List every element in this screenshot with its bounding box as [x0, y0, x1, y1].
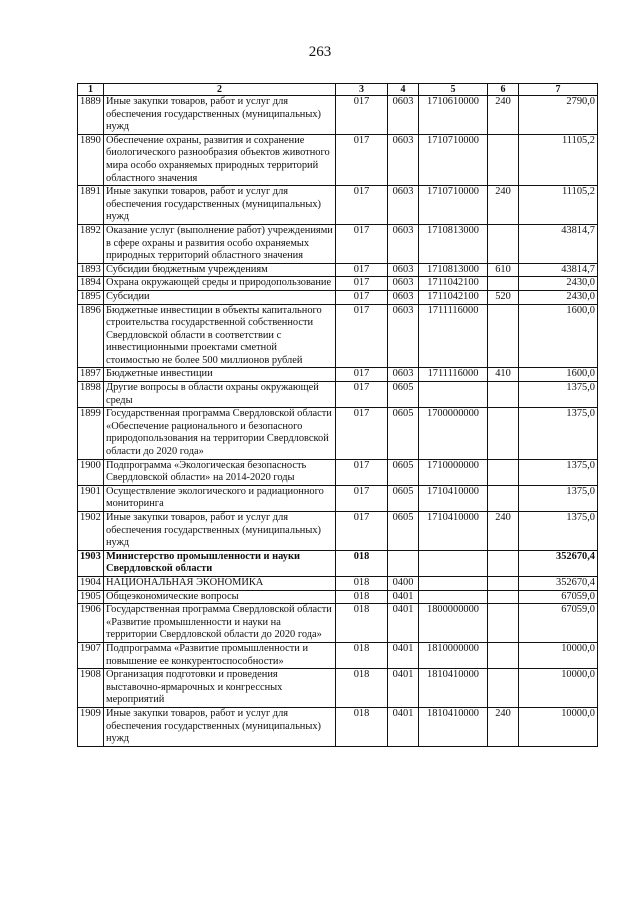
row-section-code: 0400 [388, 576, 419, 590]
row-target-code: 1711116000 [419, 368, 488, 382]
row-name: Министерство промышленности и науки Свердловской области [104, 550, 336, 576]
row-name: Государственная программа Свердловской области «Развитие промышленности и науки на территории Свердловской области до 2020 года» [104, 604, 336, 643]
row-target-code: 1710813000 [419, 224, 488, 263]
row-target-code: 1710710000 [419, 134, 488, 185]
row-expense-code: 240 [488, 186, 519, 225]
header-cell: 4 [388, 84, 419, 96]
row-number: 1903 [78, 550, 104, 576]
row-number: 1906 [78, 604, 104, 643]
row-amount: 10000,0 [519, 707, 598, 746]
row-section-code: 0603 [388, 134, 419, 185]
row-admin-code: 017 [336, 263, 388, 277]
row-target-code: 1700000000 [419, 408, 488, 459]
row-expense-code [488, 576, 519, 590]
row-admin-code: 017 [336, 186, 388, 225]
row-expense-code: 610 [488, 263, 519, 277]
row-amount: 352670,4 [519, 576, 598, 590]
row-expense-code: 240 [488, 707, 519, 746]
row-number: 1905 [78, 590, 104, 604]
row-expense-code [488, 277, 519, 291]
row-number: 1909 [78, 707, 104, 746]
table-row [78, 304, 598, 368]
header-cell: 1 [78, 84, 104, 96]
row-amount: 1375,0 [519, 485, 598, 511]
row-name: Подпрограмма «Экологическая безопасность Свердловской области» на 2014-2020 годы [104, 459, 336, 485]
row-target-code: 1710000000 [419, 459, 488, 485]
row-section-code: 0603 [388, 368, 419, 382]
row-name: Бюджетные инвестиции [104, 368, 336, 382]
row-expense-code [488, 550, 519, 576]
row-expense-code [488, 590, 519, 604]
table-row [78, 408, 598, 459]
row-amount: 67059,0 [519, 590, 598, 604]
row-name: НАЦИОНАЛЬНАЯ ЭКОНОМИКА [104, 576, 336, 590]
row-name: Иные закупки товаров, работ и услуг для обеспечения государственных (муниципальных) нужд [104, 512, 336, 551]
table-row [78, 576, 598, 590]
row-name: Оказание услуг (выполнение работ) учреждениями в сфере охраны и развития особо охраняемых природных территорий областного значения [104, 224, 336, 263]
row-number: 1893 [78, 263, 104, 277]
table-row [78, 224, 598, 263]
row-section-code: 0605 [388, 408, 419, 459]
table-row [78, 485, 598, 511]
row-name: Государственная программа Свердловской области «Обеспечение рационального и безопасного природопользования на территории Свердловской области до 2020 года» [104, 408, 336, 459]
row-amount: 1375,0 [519, 459, 598, 485]
row-expense-code [488, 304, 519, 368]
row-target-code: 1810410000 [419, 707, 488, 746]
row-amount: 67059,0 [519, 604, 598, 643]
page-number: 263 [308, 44, 332, 60]
table-row [78, 604, 598, 643]
table-row [78, 512, 598, 551]
table-row [78, 382, 598, 408]
table-row [78, 96, 598, 135]
row-amount: 1375,0 [519, 382, 598, 408]
row-expense-code [488, 459, 519, 485]
row-section-code: 0603 [388, 186, 419, 225]
header-cell: 3 [336, 84, 388, 96]
row-expense-code: 410 [488, 368, 519, 382]
row-admin-code: 017 [336, 382, 388, 408]
row-target-code: 1710410000 [419, 485, 488, 511]
row-target-code: 1711116000 [419, 304, 488, 368]
row-number: 1901 [78, 485, 104, 511]
table-row [78, 707, 598, 746]
header-cell: 7 [519, 84, 598, 96]
row-admin-code: 018 [336, 550, 388, 576]
row-section-code: 0603 [388, 304, 419, 368]
row-admin-code: 017 [336, 277, 388, 291]
row-name: Субсидии бюджетным учреждениям [104, 263, 336, 277]
row-name: Другие вопросы в области охраны окружающей среды [104, 382, 336, 408]
row-section-code: 0401 [388, 642, 419, 668]
row-name: Подпрограмма «Развитие промышленности и повышение ее конкурентоспособности» [104, 642, 336, 668]
row-expense-code: 240 [488, 512, 519, 551]
row-admin-code: 018 [336, 642, 388, 668]
row-target-code: 1710710000 [419, 186, 488, 225]
row-admin-code: 018 [336, 604, 388, 643]
row-name: Иные закупки товаров, работ и услуг для обеспечения государственных (муниципальных) нужд [104, 707, 336, 746]
header-cell: 6 [488, 84, 519, 96]
row-number: 1890 [78, 134, 104, 185]
row-target-code: 1810410000 [419, 669, 488, 708]
row-expense-code: 240 [488, 96, 519, 135]
row-name: Охрана окружающей среды и природопользование [104, 277, 336, 291]
row-admin-code: 017 [336, 368, 388, 382]
row-amount: 2430,0 [519, 290, 598, 304]
row-target-code: 1810000000 [419, 642, 488, 668]
row-admin-code: 018 [336, 590, 388, 604]
row-target-code: 1710813000 [419, 263, 488, 277]
row-expense-code [488, 382, 519, 408]
row-amount: 43814,7 [519, 263, 598, 277]
row-amount: 1600,0 [519, 368, 598, 382]
row-section-code: 0605 [388, 485, 419, 511]
row-section-code: 0603 [388, 277, 419, 291]
row-target-code: 1710610000 [419, 96, 488, 135]
row-number: 1894 [78, 277, 104, 291]
table-row [78, 186, 598, 225]
row-amount: 1375,0 [519, 512, 598, 551]
row-number: 1891 [78, 186, 104, 225]
row-name: Бюджетные инвестиции в объекты капитального строительства государственной собственности Свердловской области в соответствии с инвестиционными проектами сметной стоимостью не более 500 миллионов рублей [104, 304, 336, 368]
row-section-code: 0605 [388, 512, 419, 551]
row-amount: 2430,0 [519, 277, 598, 291]
row-amount: 10000,0 [519, 669, 598, 708]
row-admin-code: 018 [336, 707, 388, 746]
row-target-code [419, 550, 488, 576]
row-section-code: 0401 [388, 590, 419, 604]
row-expense-code [488, 669, 519, 708]
table-row [78, 368, 598, 382]
row-admin-code: 017 [336, 459, 388, 485]
row-name: Общеэкономические вопросы [104, 590, 336, 604]
table-row [78, 290, 598, 304]
row-number: 1902 [78, 512, 104, 551]
row-admin-code: 017 [336, 485, 388, 511]
row-number: 1908 [78, 669, 104, 708]
row-number: 1899 [78, 408, 104, 459]
table-row [78, 459, 598, 485]
row-admin-code: 017 [336, 290, 388, 304]
row-expense-code [488, 408, 519, 459]
table-row [78, 590, 598, 604]
row-section-code: 0603 [388, 224, 419, 263]
row-admin-code: 018 [336, 669, 388, 708]
row-admin-code: 018 [336, 576, 388, 590]
row-number: 1907 [78, 642, 104, 668]
row-expense-code [488, 604, 519, 643]
row-admin-code: 017 [336, 96, 388, 135]
row-amount: 1375,0 [519, 408, 598, 459]
header-cell: 2 [104, 84, 336, 96]
table-row [78, 277, 598, 291]
row-expense-code [488, 224, 519, 263]
row-admin-code: 017 [336, 224, 388, 263]
header-row [78, 84, 598, 96]
row-target-code: 1800000000 [419, 604, 488, 643]
row-section-code: 0603 [388, 96, 419, 135]
row-number: 1892 [78, 224, 104, 263]
row-admin-code: 017 [336, 134, 388, 185]
row-name: Субсидии [104, 290, 336, 304]
table-row [78, 550, 598, 576]
row-section-code [388, 550, 419, 576]
table-row [78, 669, 598, 708]
row-name: Организация подготовки и проведения выставочно-ярмарочных и конгрессных мероприятий [104, 669, 336, 708]
row-expense-code: 520 [488, 290, 519, 304]
row-admin-code: 017 [336, 408, 388, 459]
row-number: 1889 [78, 96, 104, 135]
row-number: 1895 [78, 290, 104, 304]
row-section-code: 0605 [388, 382, 419, 408]
row-section-code: 0401 [388, 669, 419, 708]
row-target-code: 1711042100 [419, 290, 488, 304]
row-target-code: 1711042100 [419, 277, 488, 291]
row-amount: 11105,2 [519, 134, 598, 185]
row-amount: 2790,0 [519, 96, 598, 135]
row-expense-code [488, 134, 519, 185]
row-name: Осуществление экологического и радиационного мониторинга [104, 485, 336, 511]
row-amount: 11105,2 [519, 186, 598, 225]
budget-table [77, 83, 598, 747]
row-number: 1898 [78, 382, 104, 408]
row-target-code [419, 382, 488, 408]
row-admin-code: 017 [336, 304, 388, 368]
row-section-code: 0401 [388, 707, 419, 746]
row-target-code: 1710410000 [419, 512, 488, 551]
header-cell: 5 [419, 84, 488, 96]
row-admin-code: 017 [336, 512, 388, 551]
row-target-code [419, 590, 488, 604]
row-amount: 43814,7 [519, 224, 598, 263]
row-number: 1904 [78, 576, 104, 590]
row-amount: 352670,4 [519, 550, 598, 576]
table-row [78, 134, 598, 185]
row-section-code: 0605 [388, 459, 419, 485]
row-expense-code [488, 485, 519, 511]
row-amount: 10000,0 [519, 642, 598, 668]
row-target-code [419, 576, 488, 590]
row-number: 1896 [78, 304, 104, 368]
row-name: Обеспечение охраны, развития и сохранение биологического разнообразия объектов животного мира особо охраняемых природных территорий областного значения [104, 134, 336, 185]
row-section-code: 0603 [388, 290, 419, 304]
table-row [78, 263, 598, 277]
row-number: 1897 [78, 368, 104, 382]
row-name: Иные закупки товаров, работ и услуг для обеспечения государственных (муниципальных) нужд [104, 96, 336, 135]
row-section-code: 0603 [388, 263, 419, 277]
table-row [78, 642, 598, 668]
row-amount: 1600,0 [519, 304, 598, 368]
row-name: Иные закупки товаров, работ и услуг для обеспечения государственных (муниципальных) нужд [104, 186, 336, 225]
row-number: 1900 [78, 459, 104, 485]
row-section-code: 0401 [388, 604, 419, 643]
row-expense-code [488, 642, 519, 668]
